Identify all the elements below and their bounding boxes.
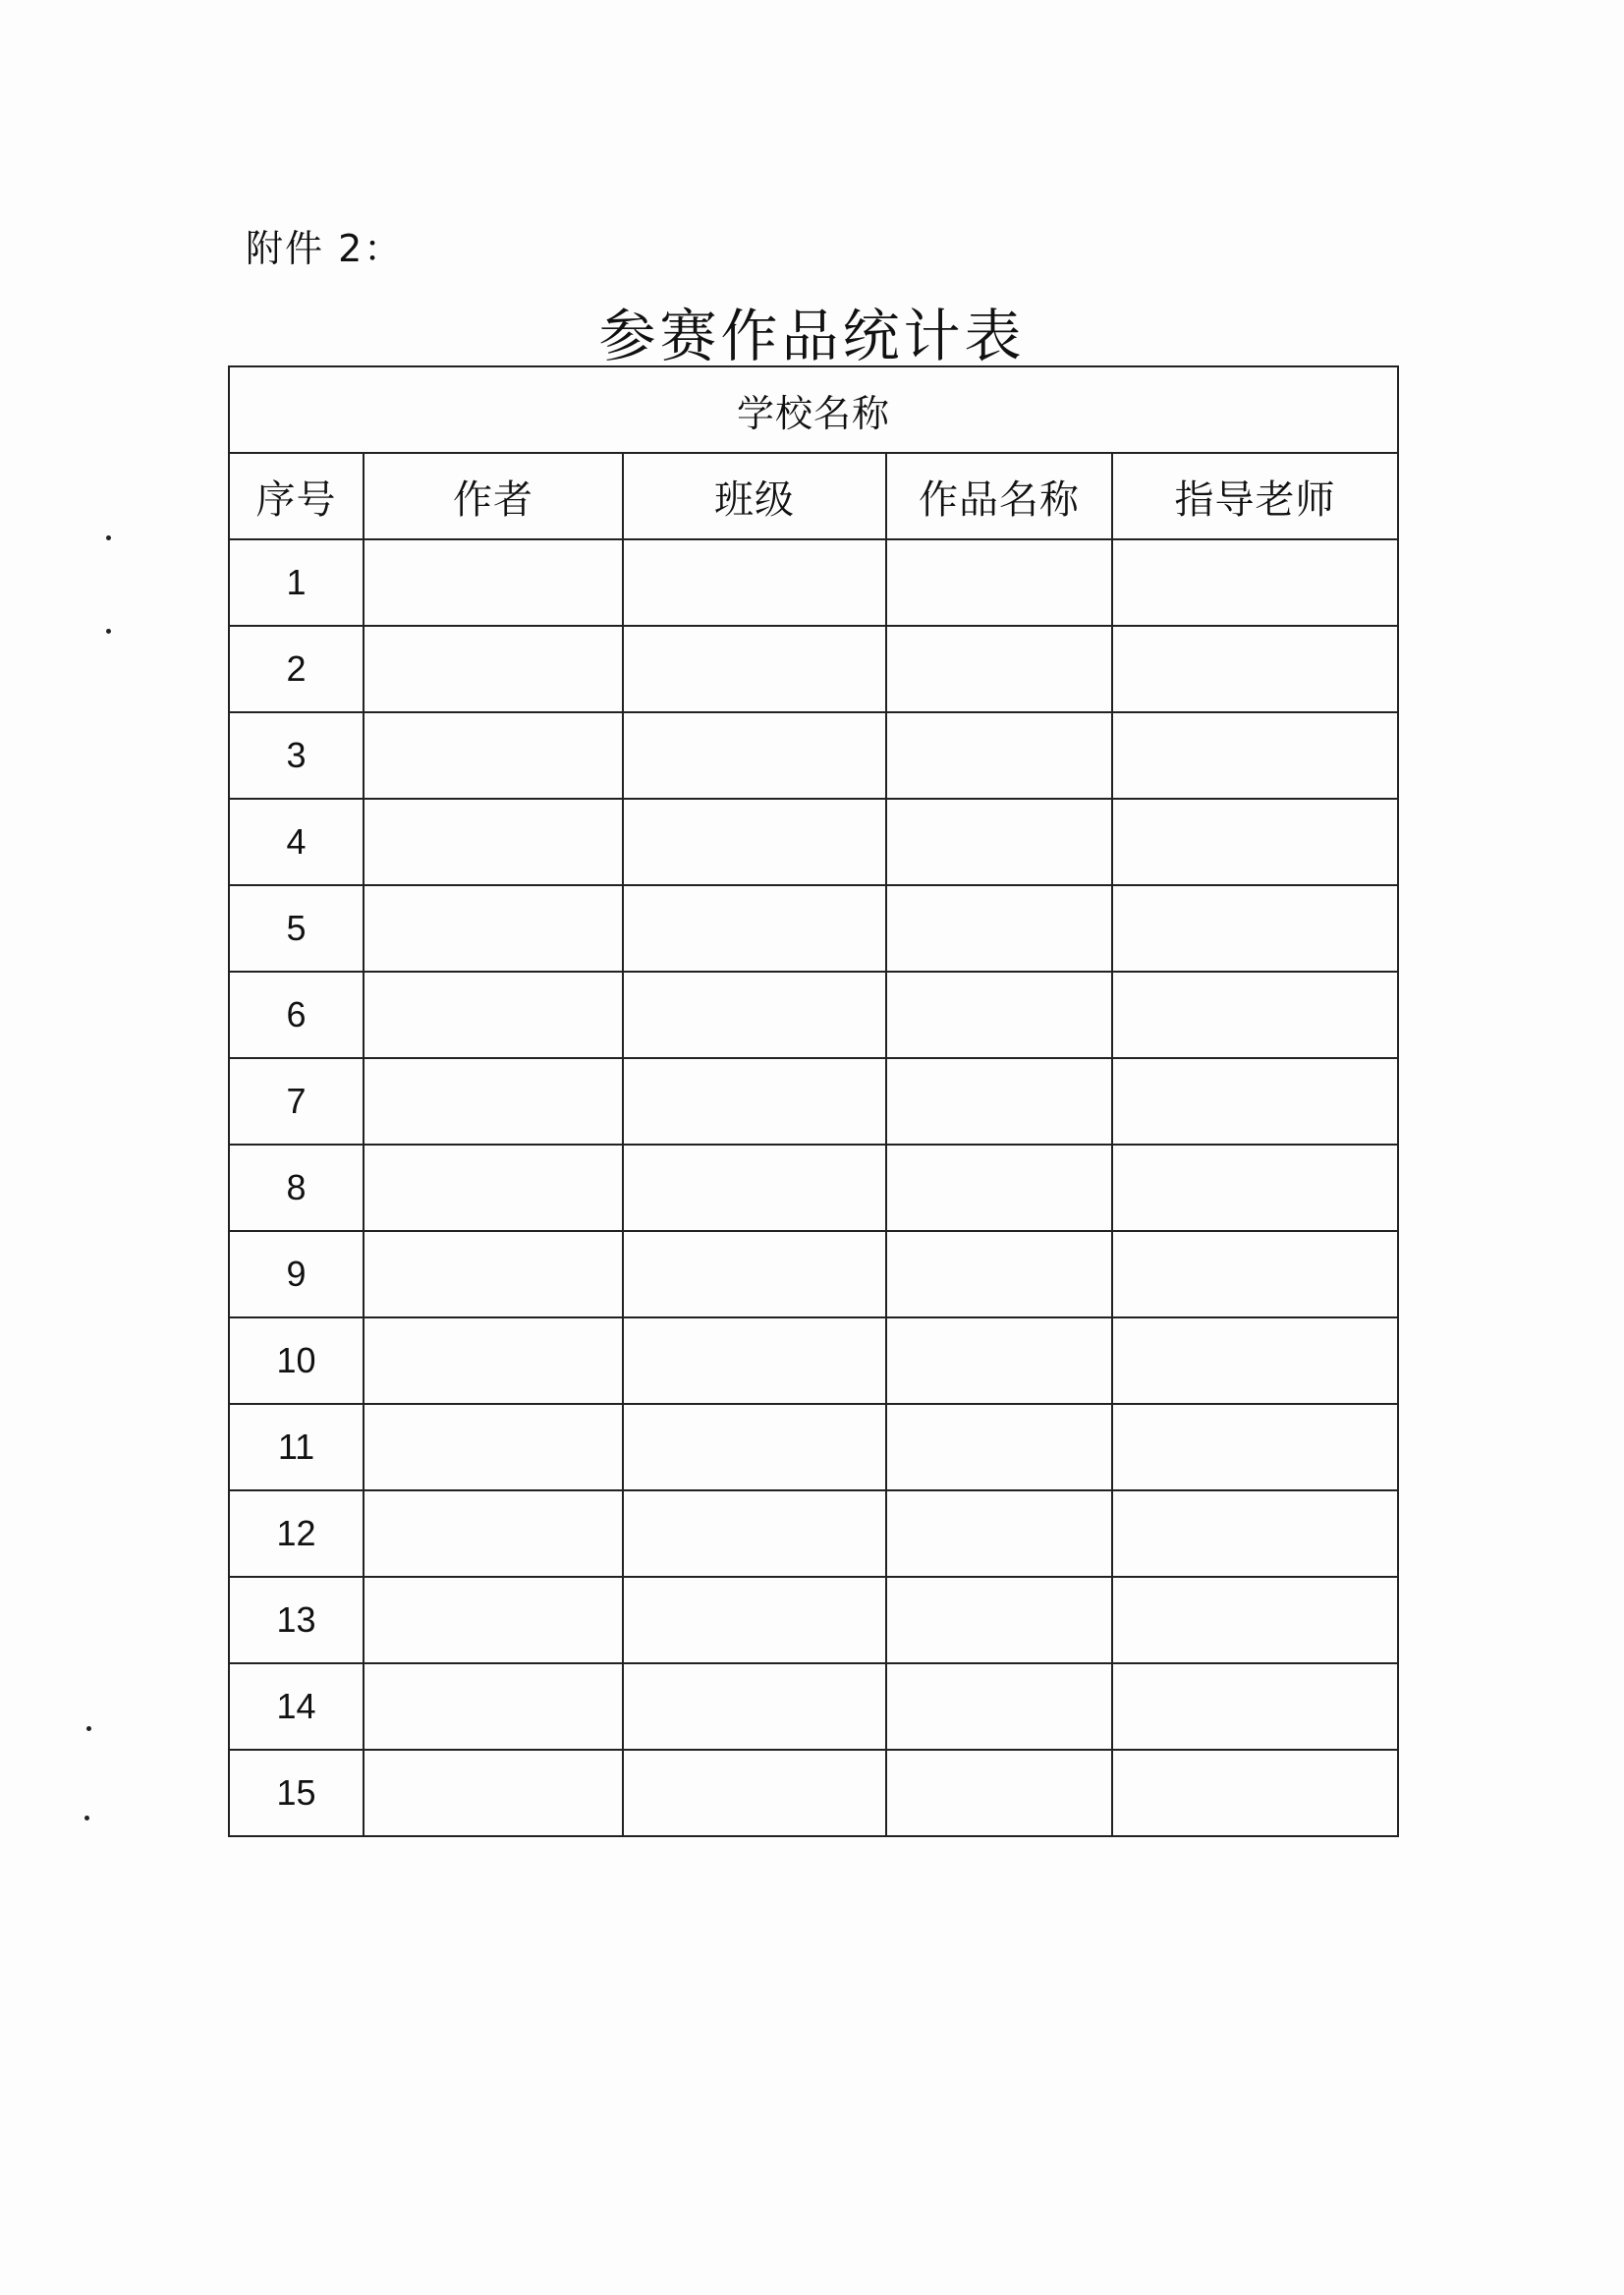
author-cell <box>364 799 623 885</box>
author-cell <box>364 712 623 799</box>
class-cell <box>623 1490 886 1577</box>
statistics-table <box>228 365 1399 1837</box>
class-cell <box>623 1577 886 1663</box>
instructor-cell <box>1112 799 1398 885</box>
header-instructor: 指导老师 <box>1112 453 1398 539</box>
class-cell <box>623 626 886 712</box>
author-cell <box>364 626 623 712</box>
serial-number-cell: 14 <box>229 1663 364 1750</box>
table-body <box>229 539 1398 1836</box>
serial-number-cell: 13 <box>229 1577 364 1663</box>
class-cell <box>623 539 886 626</box>
author-cell <box>364 972 623 1058</box>
margin-dot <box>84 1816 89 1820</box>
work-title-cell <box>886 1663 1112 1750</box>
class-cell <box>623 1231 886 1317</box>
class-cell <box>623 1145 886 1231</box>
work-title-cell <box>886 885 1112 972</box>
serial-number-cell: 5 <box>229 885 364 972</box>
table-row <box>229 972 1398 1058</box>
header-serial-number: 序号 <box>229 453 364 539</box>
instructor-cell <box>1112 1490 1398 1577</box>
work-title-cell <box>886 1145 1112 1231</box>
author-cell <box>364 1231 623 1317</box>
attachment-label: 附件 2： <box>246 227 404 270</box>
serial-number-cell: 6 <box>229 972 364 1058</box>
table-row <box>229 1750 1398 1836</box>
class-cell <box>623 885 886 972</box>
instructor-cell <box>1112 1750 1398 1836</box>
table-row <box>229 885 1398 972</box>
margin-dot <box>106 629 111 634</box>
instructor-cell <box>1112 1058 1398 1145</box>
school-name-row <box>229 366 1398 453</box>
margin-dot <box>106 535 111 540</box>
author-cell <box>364 1404 623 1490</box>
work-title-cell <box>886 1231 1112 1317</box>
instructor-cell <box>1112 626 1398 712</box>
table-row <box>229 626 1398 712</box>
serial-number-cell: 7 <box>229 1058 364 1145</box>
table-row <box>229 1058 1398 1145</box>
author-cell <box>364 885 623 972</box>
table-header-row <box>229 453 1398 539</box>
class-cell <box>623 972 886 1058</box>
work-title-cell <box>886 1404 1112 1490</box>
serial-number-cell: 4 <box>229 799 364 885</box>
author-cell <box>364 1317 623 1404</box>
instructor-cell <box>1112 885 1398 972</box>
author-cell <box>364 1577 623 1663</box>
header-class: 班级 <box>623 453 886 539</box>
instructor-cell <box>1112 1317 1398 1404</box>
class-cell <box>623 1404 886 1490</box>
class-cell <box>623 1750 886 1836</box>
class-cell <box>623 712 886 799</box>
serial-number-cell: 3 <box>229 712 364 799</box>
class-cell <box>623 1058 886 1145</box>
instructor-cell <box>1112 1145 1398 1231</box>
author-cell <box>364 1058 623 1145</box>
work-title-cell <box>886 1317 1112 1404</box>
table-row <box>229 1145 1398 1231</box>
instructor-cell <box>1112 712 1398 799</box>
author-cell <box>364 1750 623 1836</box>
work-title-cell <box>886 799 1112 885</box>
class-cell <box>623 1317 886 1404</box>
margin-dot <box>86 1726 91 1731</box>
header-work-title: 作品名称 <box>886 453 1112 539</box>
serial-number-cell: 8 <box>229 1145 364 1231</box>
table-row <box>229 1404 1398 1490</box>
class-cell <box>623 799 886 885</box>
author-cell <box>364 1490 623 1577</box>
author-cell <box>364 539 623 626</box>
author-cell <box>364 1145 623 1231</box>
serial-number-cell: 12 <box>229 1490 364 1577</box>
work-title-cell <box>886 1577 1112 1663</box>
table-row <box>229 1490 1398 1577</box>
class-cell <box>623 1663 886 1750</box>
table-row <box>229 712 1398 799</box>
author-cell <box>364 1663 623 1750</box>
instructor-cell <box>1112 972 1398 1058</box>
serial-number-cell: 9 <box>229 1231 364 1317</box>
table-row <box>229 539 1398 626</box>
serial-number-cell: 1 <box>229 539 364 626</box>
page-title <box>0 290 1624 372</box>
table-row <box>229 1663 1398 1750</box>
serial-number-cell: 2 <box>229 626 364 712</box>
work-title-cell <box>886 972 1112 1058</box>
header-author: 作者 <box>364 453 623 539</box>
table-row <box>229 1231 1398 1317</box>
work-title-cell <box>886 712 1112 799</box>
serial-number-cell: 15 <box>229 1750 364 1836</box>
page-title-text: 参赛作品统计表 <box>598 303 1026 369</box>
instructor-cell <box>1112 1577 1398 1663</box>
serial-number-cell: 10 <box>229 1317 364 1404</box>
work-title-cell <box>886 1058 1112 1145</box>
table-row <box>229 1577 1398 1663</box>
instructor-cell <box>1112 1404 1398 1490</box>
school-name-label: 学校名称 <box>229 366 1398 453</box>
instructor-cell <box>1112 539 1398 626</box>
table-row <box>229 1317 1398 1404</box>
instructor-cell <box>1112 1231 1398 1317</box>
work-title-cell <box>886 1750 1112 1836</box>
work-title-cell <box>886 1490 1112 1577</box>
instructor-cell <box>1112 1663 1398 1750</box>
table-row <box>229 799 1398 885</box>
work-title-cell <box>886 539 1112 626</box>
serial-number-cell: 11 <box>229 1404 364 1490</box>
work-title-cell <box>886 626 1112 712</box>
